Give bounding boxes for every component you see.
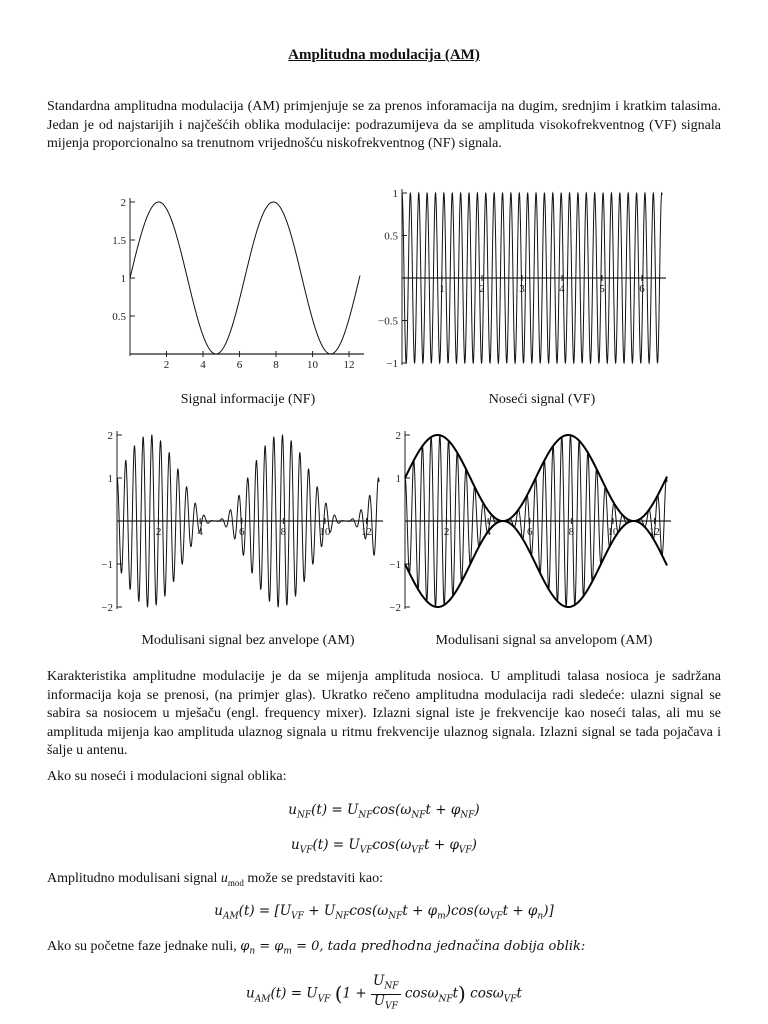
x-tick-label: 4 [200, 359, 206, 371]
x-tick-label: 4 [559, 283, 565, 295]
x-tick-label: 6 [239, 526, 245, 538]
x-tick-label: 6 [639, 283, 645, 295]
am-no-envelope-svg [95, 425, 385, 615]
x-tick-label: 6 [527, 526, 533, 538]
x-tick-label: 4 [485, 526, 491, 538]
x-tick-label: 10 [319, 526, 331, 538]
carrier-signal-plot [372, 185, 672, 375]
x-tick-label: 1 [439, 283, 445, 295]
equation-am: $u_{AM}(t) = [U_{VF} + U_{NF}\cos(\omega_{NF}t + \varphi_m)\cos(\omega_{VF}t + \varphi_n)]$ [214, 903, 554, 922]
nf-signal-plot [100, 188, 370, 373]
characteristics-paragraph: Karakteristika amplitudne modulacije je da se mijenja amplituda nosioca. U amplitudi talasa nosioca je sadržana informacija koja se prenosi, (na primjer glas). Ukratko rečeno amplitudna modulacija radi sledeće: ulazni signal se sabira sa nosiocem u mješaču (engl. frequency mixer). Izlazni signal iste je frekvencije kao noseći talas, ali mu se amplituda mijenja kao amplituda ulaznog signala u ritmu frekvencije ulaznog signala. Izlazni signal se tada pojačava i šalje u antenu. [47, 669, 721, 758]
am-no-envelope-plot [95, 425, 385, 615]
zero-phase-paragraph: Ako su početne faze jednake nuli, $\varphi_n = \varphi_m = 0$, tada predhodna jednačina dobija oblik: [47, 939, 586, 957]
x-tick-label: 2 [479, 283, 485, 295]
nf-signal-caption: Signal informacije (NF) [180, 392, 316, 407]
equation-nf: $u_{NF}(t) = U_{NF}\cos(\omega_{NF}t + \varphi_{NF})$ [288, 802, 480, 821]
am-envelope-plot [385, 425, 675, 615]
x-tick-label: 6 [236, 359, 243, 371]
y-tick-label: 0.5 [384, 230, 398, 243]
x-tick-label: 8 [280, 526, 287, 538]
x-tick-label: 12 [361, 526, 373, 538]
envelope-upper [405, 435, 667, 521]
am-no-envelope-caption: Modulisani signal bez anvelope (AM) [141, 633, 355, 648]
y-tick-label: 2 [395, 430, 401, 442]
signal-curve [130, 202, 360, 354]
x-tick-label: 8 [273, 359, 279, 371]
am-envelope-caption: Modulisani signal sa anvelopom (AM) [435, 633, 653, 648]
am-representation-intro: Amplitudno modulisani signal $u_{mod}$ može se predstaviti kao: [47, 871, 384, 888]
y-tick-label: −0.5 [378, 315, 398, 328]
y-tick-label: −2 [101, 602, 113, 614]
y-tick-label: 1 [392, 188, 398, 200]
x-tick-label: 2 [155, 526, 162, 538]
x-tick-label: 8 [568, 526, 575, 538]
x-tick-label: 10 [607, 526, 619, 538]
x-tick-label: 12 [343, 359, 355, 371]
x-tick-label: 2 [443, 526, 450, 538]
y-tick-label: −1 [386, 358, 398, 370]
y-tick-label: 1.5 [112, 235, 126, 247]
y-tick-label: 2 [120, 197, 126, 209]
document-title: Amplitudna modulacija (AM) [288, 47, 480, 63]
equation-vf: $u_{VF}(t) = U_{VF}\cos(\omega_{VF}t + \varphi_{VF})$ [291, 837, 477, 856]
x-tick-label: 3 [519, 283, 525, 295]
equation-am-final: $u_{AM}(t) = U_{VF}$ (1 + $U_{NF}$ $U_{VF}$ cosω$_{NF}$t) cosω$_{VF}$t [246, 973, 522, 1012]
signal-form-intro: Ako su noseći i modulacioni signal oblika: [47, 769, 287, 784]
carrier-signal-svg [372, 185, 672, 375]
y-tick-label: −1 [389, 559, 401, 571]
y-tick-label: 2 [107, 430, 113, 442]
x-tick-label: 2 [163, 359, 170, 371]
am-envelope-svg [385, 425, 675, 615]
y-tick-label: 1 [395, 473, 401, 485]
y-tick-label: 1 [120, 273, 126, 285]
intro-paragraph: Standardna amplitudna modulacija (AM) primjenjuje se za prenos inforamacija na dugim, srednjim i kratkim talasima. Jedan je od najstarijih i najčešćih oblika modulacije: podrazumijeva da se amplituda visokofrekventnog (VF) signala mijenja proporcionalno sa trenutnom vrijednošću niskofrekventnog (NF) signala. [47, 99, 721, 151]
x-tick-label: 5 [599, 283, 605, 295]
x-tick-label: 4 [197, 526, 203, 538]
nf-signal-svg [100, 188, 370, 373]
carrier-signal-caption: Noseći signal (VF) [488, 392, 596, 407]
y-tick-label: −2 [389, 602, 401, 614]
x-tick-label: 10 [307, 359, 319, 371]
y-tick-label: 1 [107, 473, 113, 485]
y-tick-label: −1 [101, 559, 113, 571]
y-tick-label: 0.5 [112, 311, 126, 323]
x-tick-label: 12 [649, 526, 661, 538]
